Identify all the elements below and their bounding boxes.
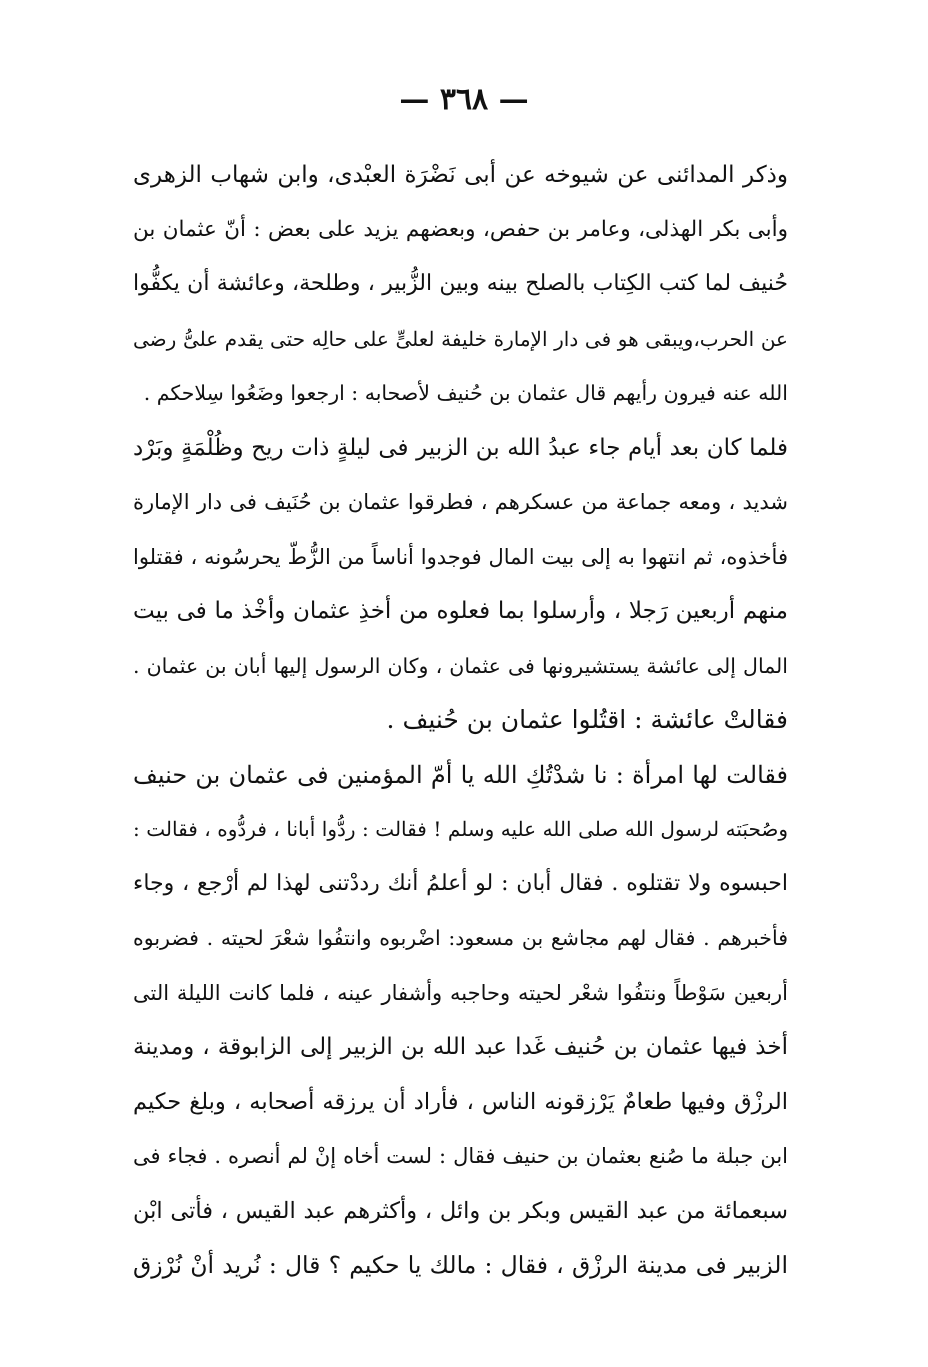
paragraph [133, 748, 788, 1293]
text-line: وأبى بكر الهذلى، وعامر بن حفص، وبعضهم يزيد على بعض : أنّ عثمان بن [133, 216, 788, 242]
text-line: احبسوه ولا تقتلوه . فقال أبان : لو أعلمُ أنك رددْتنى لهذا لم أرْجع ، وجاء [133, 870, 788, 896]
text-line: فقالتْ عائشة : اقتُلوا عثمان بن حُنيف . [386, 705, 788, 734]
paragraph [133, 421, 788, 748]
text-line: المال إلى عائشة يستشيرونها فى عثمان ، وكان الرسول إليها أبان بن عثمان . [133, 653, 788, 678]
text-line: فلما كان بعد أيام جاء عبدُ الله بن الزبير فى ليلةٍ ذات ريح وظُلْمَةٍ وبَرْد [133, 434, 788, 461]
page-number: — ٣٦٨ — [399, 82, 529, 117]
text-line: الزبير فى مدينة الرزْق ، فقال : مالك يا حكيم ؟ قال : نُريد أنْ نُرْزق [133, 1251, 788, 1279]
text-line: شديد ، ومعه جماعة من عسكرهم ، فطرقوا عثمان بن حُنَيف فى دار الإمارة [133, 490, 788, 514]
text-line: أخذ فيها عثمان بن حُنيف غَدا عبد الله بن الزبير إلى الزابوقة ، ومدينة [133, 1034, 788, 1060]
text-line: الرزْق وفيها طعامٌ يَرْزقونه الناس ، فأراد أن يرزقه أصحابه ، وبلغ حكيم [133, 1088, 788, 1115]
text-line: الله عنه فيرون رأيهم قال عثمان بن حُنيف لأصحابه : ارجعوا وضَعُوا سِلاحكم . [143, 381, 788, 405]
text-line: عن الحرب،ويبقى هو فى دار الإمارة خليفة لعلىٍّ على حالِه حتى يقدم علىُّ رضى [133, 326, 788, 351]
text-line: فأخذوه، ثم انتهوا به إلى بيت المال فوجدوا أناساً من الزُّطّ يحرسُونه ، فقتلوا [133, 544, 788, 569]
text-line: حُنيف لما كتب الكِتاب بالصلح بينه وبين الزُّبير ، وطلحة، وعائشة أن يكفُّوا [133, 271, 788, 296]
text-line: فأخبرهم . فقال لهم مجاشع بن مسعود: اضْربوه وانتفُوا شعْرَ لحيته . فضربوه [133, 926, 788, 950]
text-line: فقالت لها امرأة : نا شدْتُكِ الله يا أمّ المؤمنين فى عثمان بن حنيف [133, 760, 788, 789]
paragraph [133, 148, 788, 421]
text-line: ابن جبلة ما صُنع بعثمان بن حنيف فقال : لست أخاه إنْ لم أنصره . فجاء فى [133, 1144, 788, 1168]
text-line: أربعين سَوْطاً ونتفُوا شعْر لحيته وحاجبه وأشفار عينه ، فلما كانت الليلة التى [133, 980, 788, 1005]
text-line: وذكر المدائنى عن شيوخه عن أبى نَضْرَة العبْدى، وابن شهاب الزهرى [133, 162, 788, 188]
text-line: منهم أربعين رَجلا ، وأرسلوا بما فعلوه من أخذِ عثمان وأخْذ ما فى بيت [133, 598, 788, 624]
text-line: سبعمائة من عبد القيس وبكر بن وائل ، وأكثرهم عبد القيس ، فأتى ابْن [133, 1197, 788, 1224]
text-line: وصُحبَته لرسول الله صلى الله عليه وسلم ! فقالت : ردُّوا أبانا ، فردُّوه ، فقالت : [133, 817, 788, 841]
body-text [133, 148, 788, 1293]
